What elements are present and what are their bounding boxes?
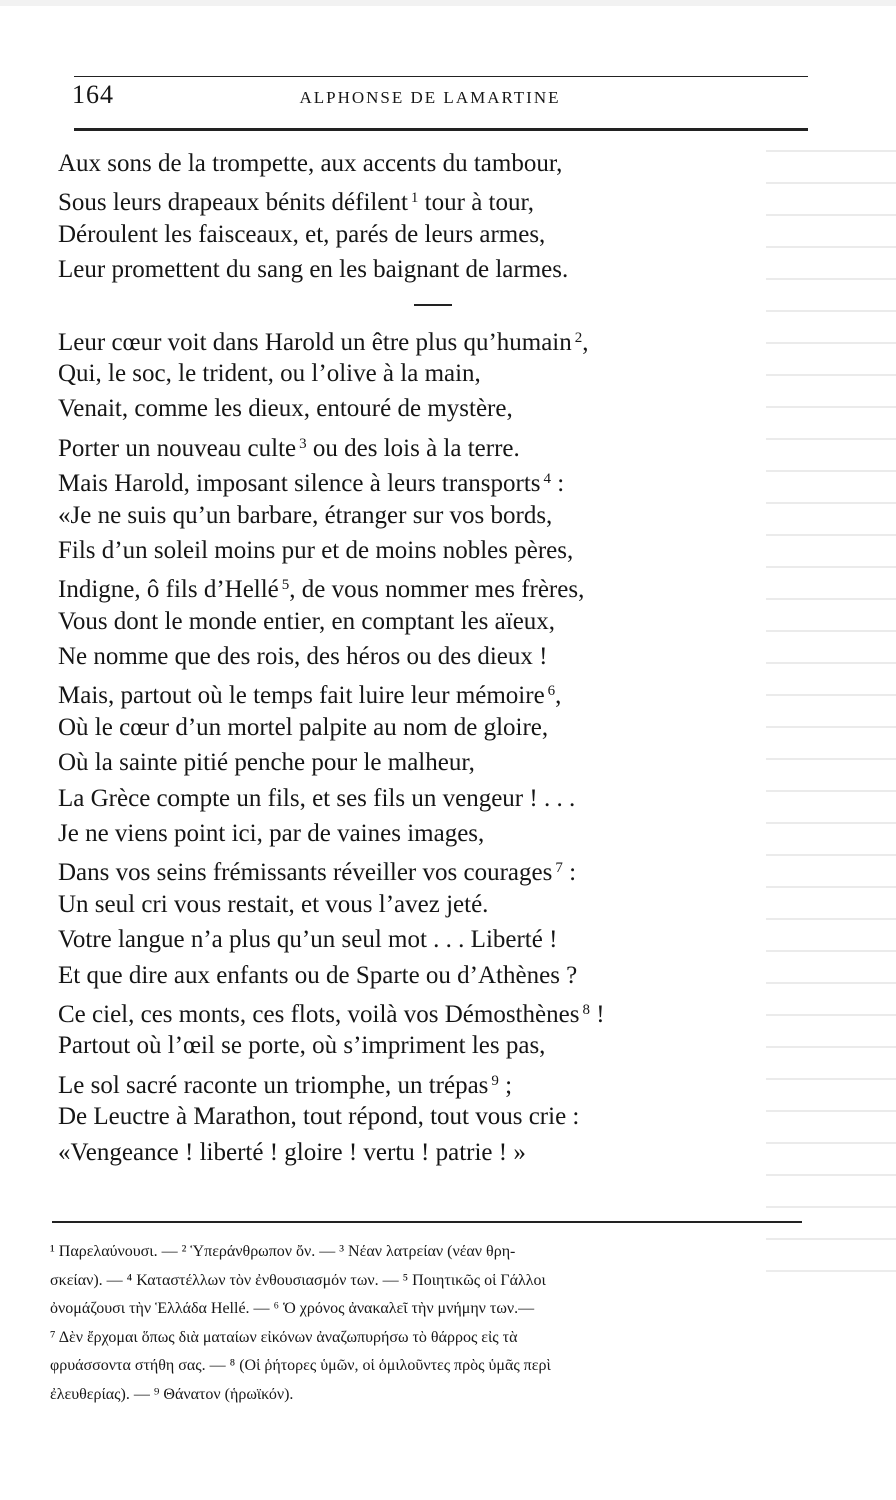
verse-line bbox=[58, 181, 778, 216]
show-through-line bbox=[766, 822, 896, 824]
verse-line bbox=[58, 958, 778, 993]
verse-line bbox=[58, 604, 778, 639]
show-through-line bbox=[766, 438, 896, 440]
show-through-line bbox=[766, 694, 896, 696]
verse-line bbox=[58, 568, 778, 603]
verse-text: Leur cœur voit dans Harold un être plus qu’humain bbox=[58, 328, 572, 356]
verse-line bbox=[58, 1028, 778, 1063]
verse-text: «Vengeance ! liberté ! gloire ! vertu ! patrie ! » bbox=[58, 1138, 526, 1166]
show-through-line bbox=[766, 854, 896, 856]
verse-line bbox=[58, 427, 778, 462]
page-number: 164 bbox=[72, 80, 114, 109]
verse-text: Votre langue n’a plus qu’un seul mot . . . Liberté ! bbox=[58, 926, 558, 954]
show-through-line bbox=[766, 1174, 896, 1176]
show-through-line bbox=[766, 1206, 896, 1208]
verse-line bbox=[58, 816, 778, 851]
verse-text: Mais Harold, imposant silence à leurs transports bbox=[58, 470, 541, 498]
verse-text-end: : bbox=[562, 859, 577, 887]
verse-line bbox=[58, 217, 778, 252]
header-rule-top bbox=[74, 76, 808, 77]
show-through-line bbox=[766, 278, 896, 280]
verse-text: Sous leurs drapeaux bénits défilent bbox=[58, 189, 408, 217]
verse-text: «Je ne suis qu’un barbare, étranger sur vos bords, bbox=[58, 501, 553, 529]
show-through-line bbox=[766, 406, 896, 408]
verse-text: Venait, comme les dieux, entouré de mystère, bbox=[58, 395, 513, 423]
verse-text: Et que dire aux enfants ou de Sparte ou d’Athènes ? bbox=[58, 961, 578, 989]
footnote-marker: 9 bbox=[491, 1072, 499, 1089]
show-through-line bbox=[766, 950, 896, 952]
footnote-marker: 4 bbox=[543, 471, 552, 488]
footnote-line: ¹ Παρελαύνουσι. — ² Ὑπεράνθρωπον ὄν. — ³ Νέαν λατρείαν (νέαν θρη- bbox=[50, 1243, 516, 1260]
stanza-break bbox=[58, 288, 778, 321]
verse-line bbox=[58, 674, 778, 709]
show-through-line bbox=[766, 374, 896, 376]
verse-line bbox=[58, 745, 778, 780]
show-through-line bbox=[766, 790, 896, 792]
show-through-marks bbox=[766, 150, 896, 1250]
show-through-line bbox=[766, 630, 896, 632]
show-through-line bbox=[766, 502, 896, 504]
show-through-line bbox=[766, 150, 896, 152]
header-rule-bottom bbox=[74, 128, 808, 131]
verse-text: Où le cœur d’un mortel palpite au nom de gloire, bbox=[58, 713, 549, 741]
verse-text: Vous dont le monde entier, en comptant les aïeux, bbox=[58, 607, 556, 635]
verse-text: Leur promettent du sang en les baignant de larmes. bbox=[58, 256, 569, 284]
verse-text-end: : bbox=[551, 470, 565, 498]
footnote-marker: 3 bbox=[299, 435, 307, 452]
verse-text: Un seul cri vous restait, et vous l’avez jeté. bbox=[58, 890, 489, 918]
show-through-line bbox=[766, 886, 896, 888]
verse-line bbox=[58, 922, 778, 957]
show-through-line bbox=[766, 662, 896, 664]
show-through-line bbox=[766, 342, 896, 344]
footnote-marker: 6 bbox=[547, 683, 556, 700]
footnote-marker: 5 bbox=[281, 577, 290, 594]
show-through-line bbox=[766, 1046, 896, 1048]
verse-text: Fils d’un soleil moins pur et de moins nobles pères, bbox=[58, 536, 574, 564]
running-title: ALPHONSE DE LAMARTINE bbox=[299, 88, 561, 107]
show-through-line bbox=[766, 214, 896, 216]
show-through-line bbox=[766, 470, 896, 472]
footnote-line: σκείαν). — ⁴ Καταστέλλων τὸν ἐνθουσιασμόν των. — ⁵ Ποιητικῶς οἱ Γάλλοι bbox=[50, 1271, 546, 1289]
verse-text: Qui, le soc, le trident, ou l’olive à la main, bbox=[58, 359, 481, 387]
show-through-line bbox=[766, 918, 896, 920]
page-edge-top bbox=[0, 0, 896, 6]
verse-text: Indigne, ô fils d’Hellé bbox=[58, 576, 279, 604]
footnote-line: ⁷ Δὲν ἔρχομαι ὅπως διὰ ματαίων εἰκόνων ἀναζωπυρήσω τὸ θάρρος εἰς τὰ bbox=[50, 1328, 518, 1346]
verse-line bbox=[58, 146, 778, 181]
show-through-line bbox=[766, 1014, 896, 1016]
verse-text: Mais, partout où le temps fait luire leur mémoire bbox=[58, 682, 545, 710]
footnote-line: ὀνομάζουσι τὴν Ἑλλάδα Hellé. — ⁶ Ὁ χρόνος ἀνακαλεῖ τὴν μνήμην των.— bbox=[50, 1300, 535, 1317]
show-through-line bbox=[766, 726, 896, 728]
footnotes bbox=[50, 1238, 790, 1409]
footnote-line: ἐλευθερίας). — ⁹ Θάνατον (ἡρωϊκόν). bbox=[50, 1385, 294, 1403]
verse-text: Le sol sacré raconte un triomphe, un trépas bbox=[58, 1071, 489, 1099]
verse-text-end: tour à tour, bbox=[418, 189, 535, 217]
verse-text: Porter un nouveau culte bbox=[58, 434, 297, 462]
verse-line bbox=[58, 252, 778, 287]
verse-line bbox=[58, 391, 778, 426]
verse-text-end: , bbox=[555, 682, 562, 710]
verse-line bbox=[58, 498, 778, 533]
verse-line bbox=[58, 356, 778, 391]
verse-text-end: , bbox=[582, 328, 589, 356]
footnote-rule bbox=[52, 1221, 802, 1223]
verse-line bbox=[58, 1135, 778, 1170]
verse-text-end: , de vous nommer mes frères, bbox=[289, 576, 585, 604]
verse-text: Aux sons de la trompette, aux accents du tambour, bbox=[58, 150, 563, 177]
show-through-line bbox=[766, 534, 896, 536]
show-through-line bbox=[766, 566, 896, 568]
verse-text: La Grèce compte un fils, et ses fils un vengeur ! . . . bbox=[58, 784, 576, 812]
verse-line bbox=[58, 781, 778, 816]
footnote-marker: 7 bbox=[555, 860, 563, 877]
footnote-marker: 1 bbox=[410, 190, 419, 207]
verse-line bbox=[58, 887, 778, 922]
footnote-marker: 2 bbox=[574, 329, 583, 346]
footnote-marker: 8 bbox=[582, 1001, 590, 1018]
verse-text-end: ! bbox=[589, 1000, 605, 1028]
footnote-line: φρυάσσοντα στήθη σας. — ⁸ (Οἱ ῥήτορες ὑμῶν, οἱ ὁμιλοῦντες πρὸς ὑμᾶς περὶ bbox=[50, 1357, 551, 1374]
verse-line bbox=[58, 462, 778, 497]
verse-line bbox=[58, 533, 778, 568]
verse-text: Déroulent les faisceaux, et, parés de leurs armes, bbox=[58, 220, 546, 248]
show-through-line bbox=[766, 758, 896, 760]
verse-line bbox=[58, 710, 778, 745]
verse-text: Ne nomme que des rois, des héros ou des dieux ! bbox=[58, 643, 548, 671]
verse-line bbox=[58, 1099, 778, 1134]
verse-text: De Leuctre à Marathon, tout répond, tout vous crie : bbox=[58, 1103, 580, 1131]
show-through-line bbox=[766, 310, 896, 312]
verse-line bbox=[58, 1064, 778, 1099]
verse-text: Je ne viens point ici, par de vaines images, bbox=[58, 820, 485, 848]
poem-text bbox=[58, 146, 778, 1170]
verse-line bbox=[58, 321, 778, 356]
show-through-line bbox=[766, 982, 896, 984]
show-through-line bbox=[766, 246, 896, 248]
verse-text: Partout où l’œil se porte, où s’impriment les pas, bbox=[58, 1032, 546, 1060]
verse-text: Où la sainte pitié penche pour le malheur, bbox=[58, 749, 475, 777]
verse-text: Ce ciel, ces monts, ces flots, voilà vos Démosthènes bbox=[58, 1000, 580, 1028]
show-through-line bbox=[766, 182, 896, 184]
verse-line bbox=[58, 851, 778, 886]
show-through-line bbox=[766, 1078, 896, 1080]
verse-line bbox=[58, 993, 778, 1028]
verse-text-end: ; bbox=[498, 1071, 513, 1099]
verse-text: Dans vos seins frémissants réveiller vos courages bbox=[58, 859, 553, 887]
verse-line bbox=[58, 639, 778, 674]
verse-text-end: ou des lois à la terre. bbox=[306, 434, 520, 462]
show-through-line bbox=[766, 1142, 896, 1144]
stanza-divider bbox=[414, 304, 452, 306]
show-through-line bbox=[766, 1110, 896, 1112]
show-through-line bbox=[766, 598, 896, 600]
